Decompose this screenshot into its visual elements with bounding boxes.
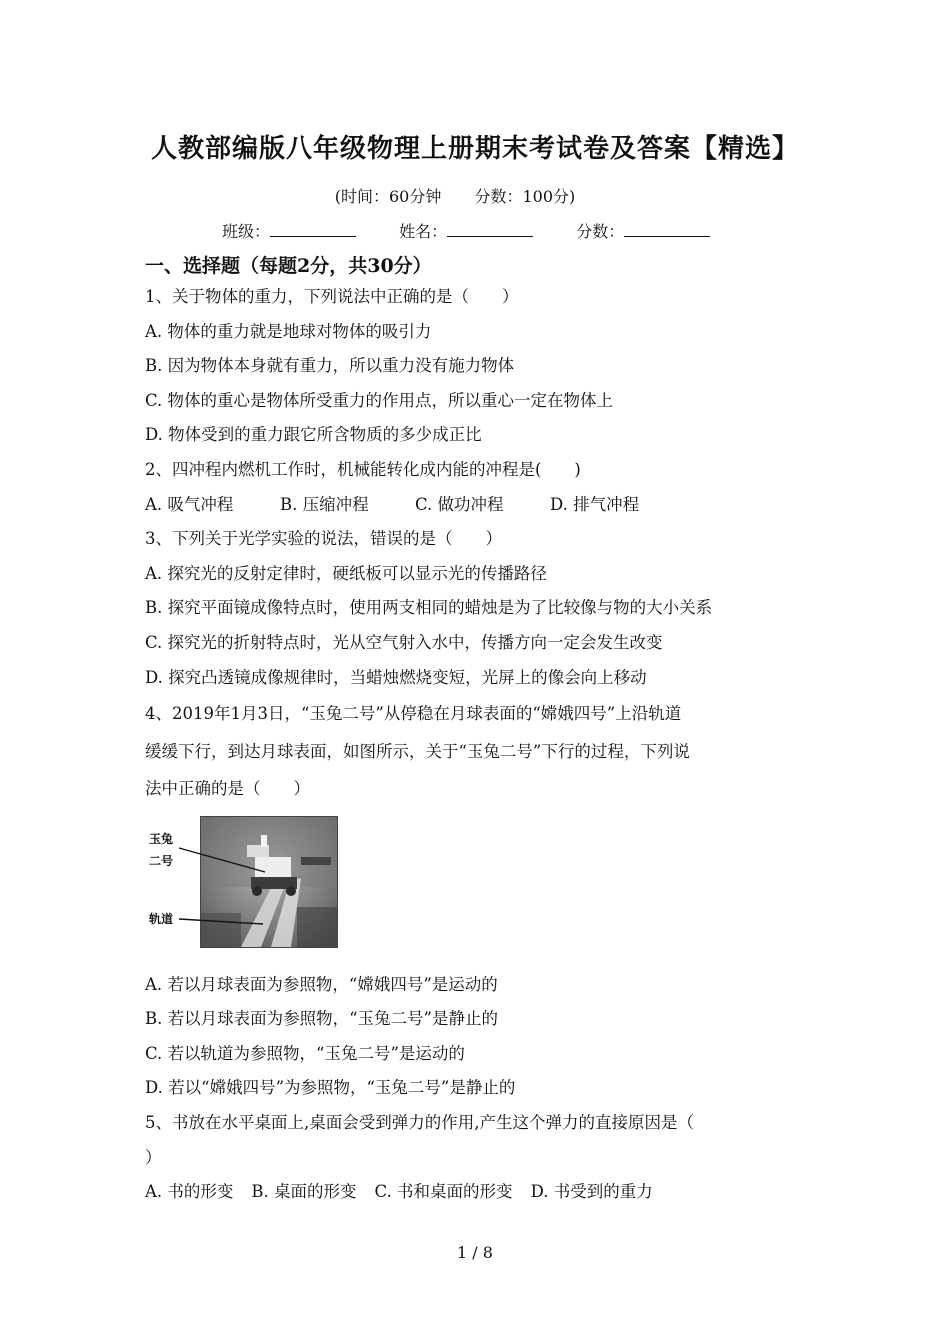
question-1-stem: 1、关于物体的重力，下列说法中正确的是（ ）: [145, 287, 519, 306]
class-field: [222, 219, 356, 242]
question-4-stem-line-1: 4、2019年1月3日，“玉兔二号”从停稳在月球表面的“嫦娥四号”上沿轨道: [145, 704, 682, 724]
document-title: 人教部编版八年级物理上册期末考试卷及答案【精选】: [150, 134, 799, 164]
question-1-option-b: B. 因为物体本身就有重力，所以重力没有施力物体: [145, 356, 515, 376]
question-2-option-a: A. 吸气冲程: [145, 494, 234, 514]
question-4-option-b: B. 若以月球表面为参照物，“玉兔二号”是静止的: [145, 1009, 498, 1029]
question-5-stem-line-2: ）: [145, 1147, 162, 1167]
exam-content: [145, 252, 815, 1210]
name-label: 姓名：: [399, 222, 448, 241]
question-5-option-b: B. 桌面的形变: [251, 1182, 357, 1202]
question-3: [145, 522, 815, 695]
question-1-option-d: D. 物体受到的重力跟它所含物质的多少成正比: [145, 425, 482, 445]
page-number: 1 / 8: [457, 1243, 493, 1262]
question-4-stem-line-3: 法中正确的是（ ）: [145, 779, 310, 799]
exam-total-score: 分数：100分): [474, 187, 576, 206]
question-4-stem-line-2: 缓缓下行，到达月球表面，如图所示，关于“玉兔二号”下行的过程，下列说: [145, 741, 690, 761]
rover-figure: [145, 816, 815, 962]
question-3-option-c: C. 探究光的折射特点时，光从空气射入水中，传播方向一定会发生改变: [145, 632, 663, 652]
score-label: 分数：: [576, 222, 625, 241]
score-blank: [624, 222, 710, 237]
exam-time: (时间：60分钟: [334, 187, 442, 206]
question-2: [145, 453, 815, 522]
class-blank: [270, 222, 356, 237]
question-4: [145, 695, 815, 1106]
question-3-option-d: D. 探究凸透镜成像规律时，当蜡烛燃烧变短，光屏上的像会向上移动: [145, 667, 647, 687]
question-5-option-a: A. 书的形变: [145, 1182, 234, 1202]
question-2-option-c: C. 做功冲程: [415, 494, 504, 514]
question-4-option-c: C. 若以轨道为参照物，“玉兔二号”是运动的: [145, 1043, 465, 1063]
figure-label-rover-line-2: 二号: [149, 853, 174, 868]
question-4-option-a: A. 若以月球表面为参照物，“嫦娥四号”是运动的: [145, 974, 498, 994]
class-label: 班级：: [222, 222, 271, 241]
question-5-option-d: D. 书受到的重力: [530, 1182, 653, 1202]
question-3-stem: 3、下列关于光学实验的说法，错误的是（ ）: [145, 529, 502, 549]
question-1: [145, 280, 815, 453]
figure-label-track: 轨道: [149, 911, 174, 926]
question-4-option-d: D. 若以“嫦娥四号”为参照物，“玉兔二号”是静止的: [145, 1078, 516, 1098]
question-1-option-a: A. 物体的重力就是地球对物体的吸引力: [145, 321, 432, 341]
question-5-option-c: C. 书和桌面的形变: [374, 1182, 513, 1202]
figure-leader-lines: [145, 816, 345, 962]
exam-meta: [0, 184, 910, 207]
figure-label-rover-line-1: 玉兔: [149, 831, 174, 846]
question-2-option-d: D. 排气冲程: [550, 494, 640, 514]
question-1-option-c: C. 物体的重心是物体所受重力的作用点，所以重心一定在物体上: [145, 390, 614, 410]
score-field: [576, 219, 710, 242]
question-3-option-a: A. 探究光的反射定律时，硬纸板可以显示光的传播路径: [145, 563, 547, 583]
question-3-option-b: B. 探究平面镜成像特点时，使用两支相同的蜡烛是为了比较像与物的大小关系: [145, 598, 713, 618]
student-info-row: [222, 219, 748, 242]
section-title: 一、选择题（每题2分，共30分）: [145, 255, 432, 277]
question-2-option-b: B. 压缩冲程: [280, 494, 369, 514]
question-5-stem-line-1: 5、书放在水平桌面上,桌面会受到弹力的作用,产生这个弹力的直接原因是（: [145, 1113, 694, 1132]
name-field: [399, 219, 533, 242]
question-2-stem: 2、四冲程内燃机工作时，机械能转化成内能的冲程是( ): [145, 459, 581, 479]
question-2-options: [145, 488, 815, 523]
question-5: [145, 1106, 815, 1210]
question-5-options: [145, 1175, 815, 1210]
name-blank: [447, 222, 533, 237]
